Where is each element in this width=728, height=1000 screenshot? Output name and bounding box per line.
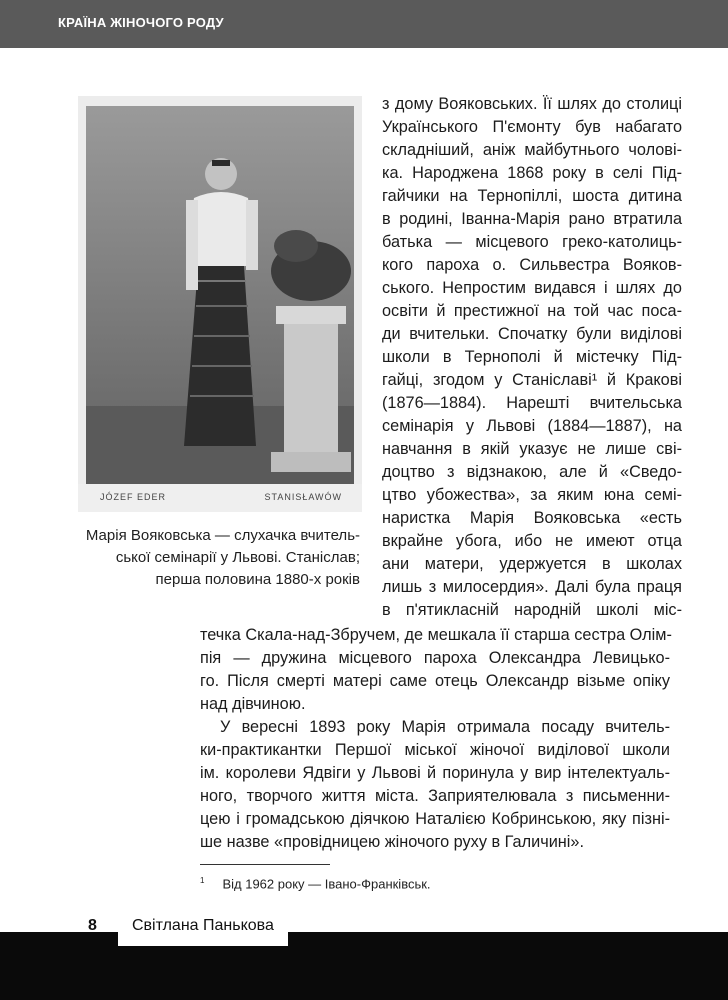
text-line: Українського П'ємонту був набагато [382, 118, 682, 136]
text-line: У вересні 1893 року Марія отримала посаду вчитель- [220, 718, 670, 736]
text-line: ського. Непростим видався і шлях до [382, 279, 682, 297]
text-line: освіти й престижної на той час поса- [382, 302, 682, 320]
portrait-illustration [86, 106, 354, 502]
text-line: ше назве «провідницею жіночого руху в Галичині». [200, 833, 584, 851]
text-line: в родині, Іванна-Марія рано втратила [382, 210, 682, 228]
text-line: ка. Народжена 1868 року в селі Під- [382, 164, 682, 182]
historical-photo [78, 96, 362, 512]
text-line: складніший, аніж майбутнього чолові- [382, 141, 682, 159]
text-line: ки-практикантки Першої міської жіночої виділової школи [200, 741, 670, 759]
text-line: ани матери, удержуется в школах [382, 555, 682, 573]
footnote-text: Від 1962 року — Івано-Франківськ. [222, 876, 431, 892]
text-line: лишь з милосердия». Далі була праця [382, 578, 682, 596]
text-line: в п'ятикласній народній школі міс- [382, 601, 682, 619]
caption-line: Марія Вояковська — слухачка вчитель- [85, 527, 360, 544]
photo-image [86, 106, 354, 502]
running-header [0, 0, 728, 48]
text-line: з дому Вояковських. Її шлях до столиці [382, 95, 682, 113]
caption-line: перша половина 1880-х років [155, 571, 360, 588]
author-name: Світлана Панькова [132, 917, 274, 934]
text-line: доцтво з відзнакою, але й «Сведо- [382, 463, 682, 481]
text-line: кого пароха о. Сильвестра Вояков- [382, 256, 682, 274]
text-line: наристка Марія Вояковська «есть [382, 509, 682, 527]
text-line: школи в Тернополі й містечку Під- [382, 348, 682, 366]
text-line: ного, творчого життя міста. Заприятелювала з письменни- [200, 787, 670, 805]
caption-line: ської семінарії у Львові. Станіслав; [115, 549, 360, 566]
photo-caption [78, 525, 360, 591]
text-line: цтво убожества», за яким юна семі- [382, 486, 682, 504]
text-line: семінарія у Львові (1884—1887), на [382, 417, 682, 435]
text-line: батька — місцевого греко-католиць- [382, 233, 682, 251]
footnote [200, 876, 431, 891]
body-full-width [200, 624, 670, 854]
photo-mount [78, 484, 362, 512]
text-line: вкрайне убога, ибо не имеют отца [382, 532, 682, 550]
footnote-mark: 1 [200, 876, 205, 885]
text-line: над дівчиною. [200, 695, 306, 713]
footnote-divider [200, 864, 330, 865]
body-column-right [382, 93, 682, 622]
text-line: ім. королеви Ядвіги у Львові й поринула у вир інтелектуаль- [200, 764, 670, 782]
text-line: пія — дружина місцевого пароха Олександра Левицько- [200, 649, 670, 667]
text-line: гайчики на Тернопіллі, шоста дитина [382, 187, 682, 205]
text-line: (1876—1884). Нарешті вчительська [382, 394, 682, 412]
header-title: КРАЇНА ЖІНОЧОГО РОДУ [58, 15, 224, 30]
text-line: цею і громадською діячкою Наталією Кобринською, яку пізні- [200, 810, 670, 828]
text-line: ди вчительки. Спочатку були виділові [382, 325, 682, 343]
studio-city: STANISŁAWÓW [264, 492, 342, 502]
text-line: течка Скала-над-Збручем, де мешкала її старша сестра Олім- [200, 626, 672, 644]
studio-name: JÓZEF EDER [100, 492, 167, 502]
text-line: навчання в якій указує не лише сві- [382, 440, 682, 458]
text-line: гайці, згодом у Станіславі¹ й Кракові [382, 371, 682, 389]
page-number: 8 [88, 917, 97, 934]
footer-band [0, 932, 728, 1000]
text-line: го. Після смерті матері саме отець Олександр візьме опіку [200, 672, 670, 690]
